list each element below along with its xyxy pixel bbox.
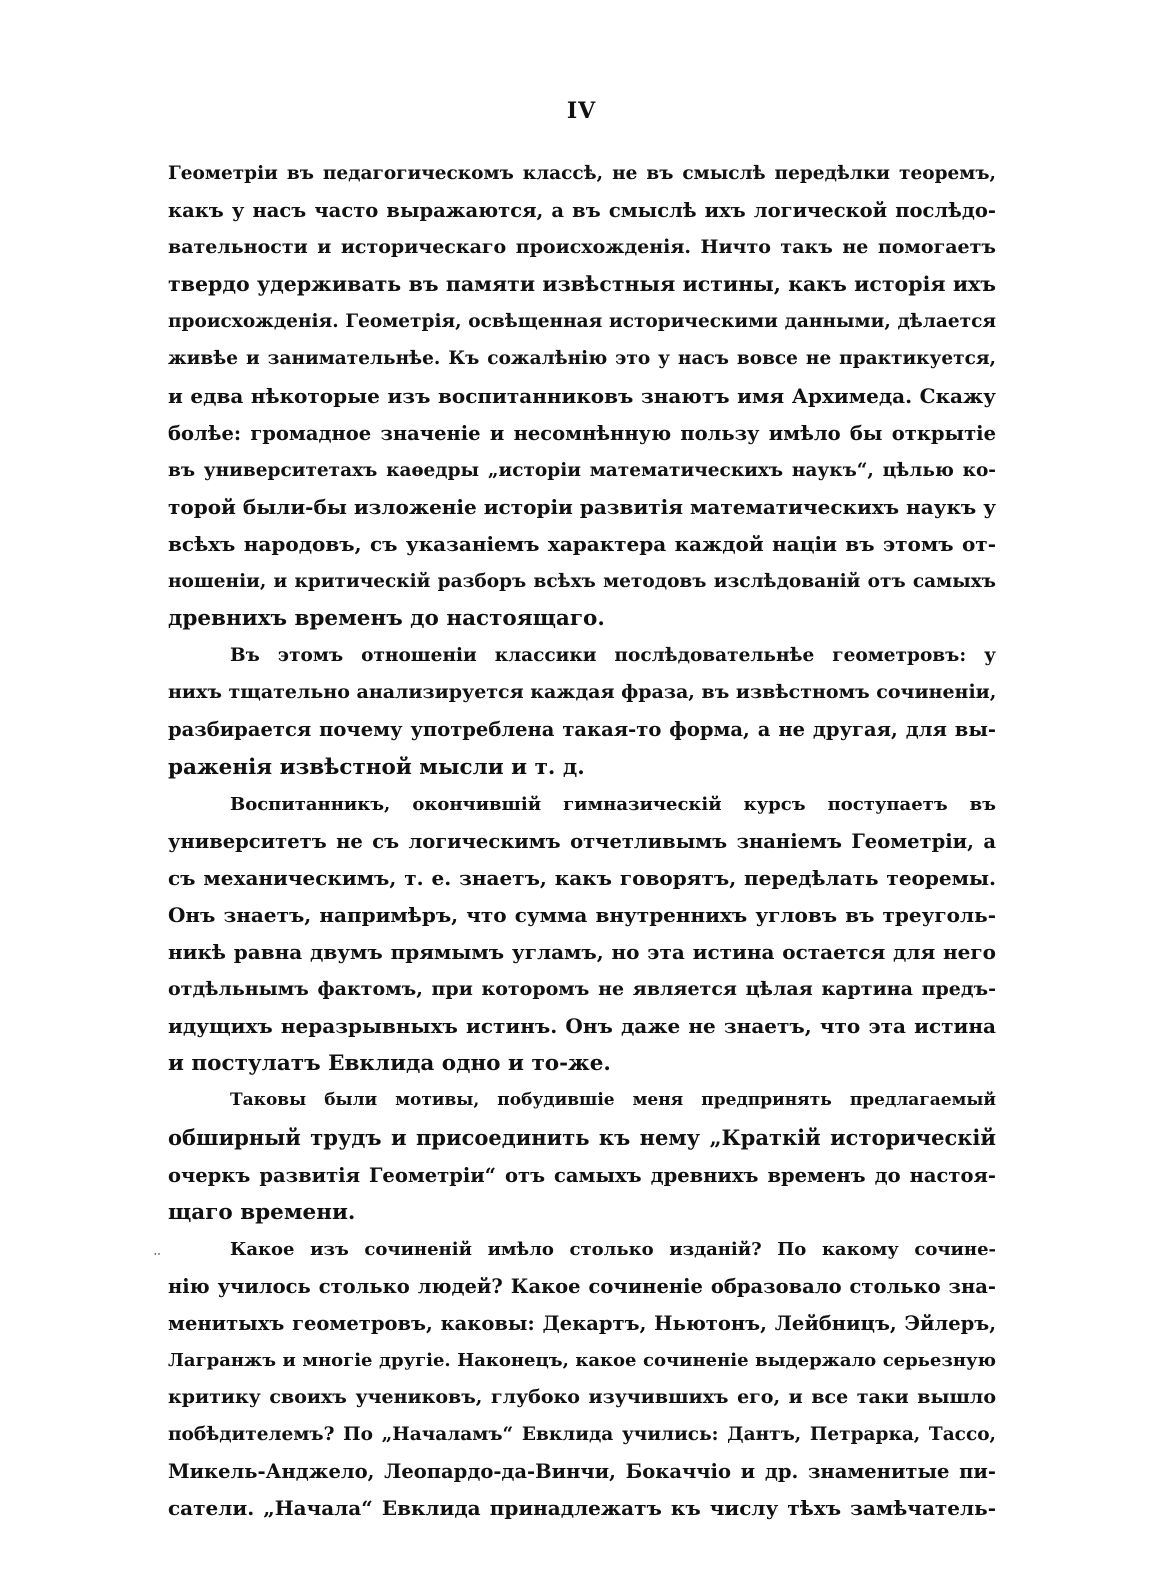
text-line: торой были-бы изложеніе исторіи развитія математическихъ наукъ у — [168, 494, 997, 519]
text-line: нію училось столько людей? Какое сочиненіе образовало столько зна- — [168, 1274, 996, 1298]
text-line: щаго времени. — [168, 1199, 356, 1225]
text-line: нихъ тщательно анализируется каждая фраза, въ извѣстномъ сочиненіи, — [168, 681, 997, 704]
text-line: очеркъ развитія Геометріи“ отъ самыхъ древнихъ временъ до настоя- — [168, 1163, 996, 1187]
text-line: менитыхъ геометровъ, каковы: Декартъ, Ньютонъ, Лейбницъ, Эйлеръ, — [168, 1311, 996, 1335]
text-line: съ механическимъ, т. е. знаетъ, какъ говорятъ, передѣлать теоремы. — [168, 865, 996, 890]
text-line: идущихъ неразрывныхъ истинъ. Онъ даже не знаетъ, что эта истина — [168, 1014, 996, 1039]
page-number: IV — [566, 98, 597, 124]
text-line: разбирается почему употреблена такая-то форма, а не другая, для вы- — [168, 718, 996, 742]
text-line: Воспитанникъ, окончившій гимназическій курсъ поступаетъ въ — [230, 793, 996, 815]
text-line: вательности и историческаго происхожденія. Ничто такъ не помогаетъ — [168, 236, 996, 259]
text-line: Геометріи въ педагогическомъ классѣ, не въ смыслѣ передѣлки теоремъ, — [168, 163, 996, 184]
text-line: побѣдителемъ? По „Началамъ“ Евклида учились: Дантъ, Петрарка, Тассо, — [168, 1424, 996, 1446]
text-line: древнихъ временъ до настоящаго. — [168, 606, 605, 632]
text-line: Лагранжъ и многіе другіе. Наконецъ, какое сочиненіе выдержало серьезную — [168, 1350, 996, 1371]
text-line: Таковы были мотивы, побудившіе меня предпринять предлагаемый — [230, 1090, 996, 1111]
text-line: и едва нѣкоторые изъ воспитанниковъ знаютъ имя Архимеда. Скажу — [168, 383, 996, 408]
text-line: обширный трудъ и присоединить къ нему „Краткій историческій — [168, 1125, 996, 1151]
text-line: болѣе: громадное значеніе и несомнѣнную пользу имѣло бы открытіе — [168, 421, 996, 445]
text-line: живѣе и занимательнѣе. Къ сожалѣнію это у насъ вовсе не практикуется, — [168, 348, 996, 370]
text-line: никѣ равна двумъ прямымъ угламъ, но эта истина остается для него — [168, 939, 996, 964]
text-line: раженія извѣстной мысли и т. д. — [168, 754, 585, 780]
text-line: какъ у насъ часто выражаются, а въ смыслѣ ихъ логической послѣдо- — [168, 199, 996, 223]
body-text — [168, 155, 996, 1527]
text-line: и постулатъ Евклида одно и то-же. — [168, 1051, 611, 1077]
text-line: Онъ знаетъ, напримѣръ, что сумма внутреннихъ угловъ въ треуголь- — [168, 902, 996, 927]
text-line: Микель-Анджело, Леопардо-да-Винчи, Бокаччіо и др. знаменитые пи- — [168, 1460, 996, 1484]
text-line: въ университетахъ каѳедры „исторіи математическихъ наукъ“, цѣлью ко- — [168, 459, 996, 481]
text-line: критику своихъ учениковъ, глубоко изучившихъ его, и все таки вышло — [168, 1386, 996, 1409]
text-line: Въ этомъ отношеніи классики послѣдовательнѣе геометровъ: у — [230, 645, 996, 667]
text-line: всѣхъ народовъ, съ указаніемъ характера каждой націи въ этомъ от- — [168, 531, 996, 556]
text-line: происхожденія. Геометрія, освѣщенная историческими данными, дѣлается — [168, 311, 996, 333]
text-line: университетъ не съ логическимъ отчетливымъ знаніемъ Геометріи, а — [168, 829, 996, 853]
text-line: ношеніи, и критическій разборъ всѣхъ методовъ изслѣдованій отъ самыхъ — [168, 571, 996, 593]
text-line: твердо удерживать въ памяти извѣстныя истины, какъ исторія ихъ — [168, 272, 996, 297]
text-line: отдѣльнымъ фактомъ, при которомъ не является цѣлая картина предъ- — [168, 978, 996, 1001]
text-line: Какое изъ сочиненій имѣло столько изданій? По какому сочине- — [230, 1238, 996, 1260]
text-line: сатели. „Начала“ Евклида принадлежатъ къ числу тѣхъ замѣчатель- — [168, 1496, 996, 1521]
margin-annotation: ᐧᐧ — [152, 1247, 160, 1263]
